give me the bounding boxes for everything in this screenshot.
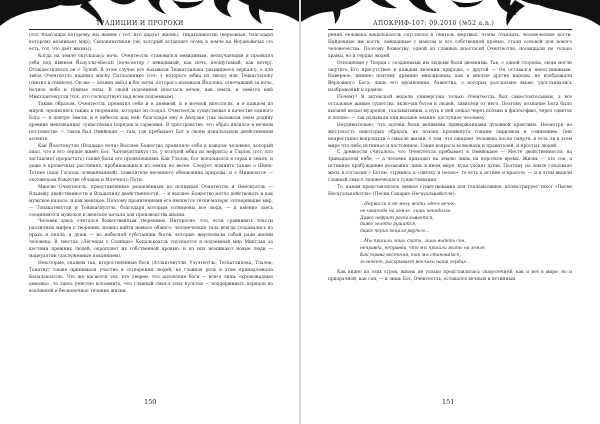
right-body-text [328,33,572,284]
verse-line: даже золото рушится, [360,222,417,228]
right-paragraph: рения человека Кецалькоатль спустился в обитель мёртвых, чтобы отыскать человеческие кости. Найденные им кости, смешанные с маисом и его собственной кровью, стали основой для нового человечества. Поэтому божеству, одной из главных ипостасей Очентеотля, посвящали не только храмы, но и сердца людей. [328,33,572,59]
right-paragraph: Почему? В ацтекской модели универсума только Очентеотль был самостоятельным, а все остальные живые существа, включая богов и людей, зависели от него. Поэтому познание Бога было высшей целью мудрецов, тлаламатиним, а путь к ней лежал через поэзию и философию, через «цветок и песню» — так называли они высшее знание, доступное человеку. [328,95,572,121]
verse-block-1 [360,202,572,237]
left-paragraph: Как Йоалтекутли (Владыка ночи) Высшее Божество проявляло себя в каждом человеке, который знал, что в его сердце живёт Бог. Чалчиуитликуэ (та, у которой юбка из нефрита) и Тлалок (тот, кто заставляет прорастать) также были его проявлениями. Как Тлалок, Бог воплощался в горах и земле, и даже в крошечных растениях, пробивающихся из земли по весне. Следует помнить также о Шипе-Тотеке (наш Господь освежёванный), повелителе весеннего обновления природы, и о Мишкоатле — охотничьем божестве облаков и Млечного Пути. [29,143,273,184]
left-paragraph: (тот, благодаря которому мы живём / тот, кто дарует жизнь); Тицахпанкотиц (верховная, благодаря которому возникает мир); Сыпоннехтикан (он, который вставляет огонь в земле на Иоуановичах (то есть, тот, что даёт жизнь)). [29,33,273,52]
right-paragraph: Неудивительно, что ацтеки были великими приверженцами духовной практики. Несмотря на жестокость некоторых обрядов, их поэзия проникнута тонким лиризмом и сомнением. Они непрестанно вопрошали о смысле жизни, о том, что ожидает человека после смерти, и есть ли в этом мире что-либо истинное и постоянное. Такие вопросы волновали и правителей, и простых людей. [328,122,572,149]
right-paragraph: Как видно из этих строк, жизнь не только представлялась скоротечной, как и всё в мире, но и призрачной, как сон, — и лишь Бог, Очентеотль, оставался вечным и истинным. [328,269,572,282]
right-paragraph: То, каким представлялось земное существование для тлаламатиним, иллюстрирует текст «Песен Несауалькойотля» (Песни Сакарио Несауалькойотля): [328,184,572,197]
left-body-text [29,33,273,295]
right-paragraph: Отношения у Творца с созданными им людьми были двоякими. Так, с одной стороны, люди могли ощутить Его присутствие в каждом явлении природы, с другой — Он оставался непостижимым. Наверное, именно поэтому древние мексиканцы, как и многие другие народы, не изображали Верховного Бога: лишь его проявления, божества, о которых рассказано выше, удостаивались изображений и храмов. [328,60,572,94]
left-page-number: 150 [144,398,157,406]
right-header-rule [328,29,572,30]
verse-line: ...Мы пришли лишь спать, лишь видеть сон, [360,239,466,245]
left-paragraph: Человек здесь считался божественным творением. Интересно, что, если сравнивать тексты различных мифов о творении, можно найти немало общего: человеческие тела всегда создавались из праха и пепла, а души — из небесной субстанции богов, которые жертвовали собой ради жизни человека. В текстах «Легенды о Солнцах» Кецалькоатль спускается в подземный мир Миктлан за костями прежних людей, окропляет их собственной кровью, и из них возникают новые люди — мацеуалтин (заслуженные покаянием). [29,219,273,259]
left-paragraph: Когда на земле опускалась ночь, Очентеотль становился невидимым, нескучающим и проявлял себя под именем Йоаулли-ehecatl (ночь-ветер / невидимый, как ночь, неощутимый, как ветер). Отождествлялся он с Луной. В этом случае его называли Тецкатлипока (дымящееся зеркало), а для звёзд Очентеотль надевал маску Ситлалинике (тот, у которого юбка из звёзд) или Тецкатльпоку (светил в темноте). Он же — хозяин звёзд и бог ночи, которого называли Йоаллиэ, отвечавший за ночь, ночное небо и тёмные силы. В своей подземной ипостаси вечен, как земля, и зовётся ещё Миктлантекутли (тот, кто господствует над всем подземным). [29,53,273,101]
verse-line: Даже нефрит раскалывается, [360,215,434,221]
verse-line: ...Неужели я не могу жить здесь вечно, [360,201,457,207]
left-paragraph: Некоторые, скажем так, второстепенные боги (Атлантекутли, Уэуэтеотль, Тескатлипока, Тлалок, Тонатиу) также принимали участие в сотворении людей, но главная роль в этом принадлежала Кецалькоатлю. Что же касается тех, кто уверен, что ацтекские боги — всего лишь «кровожадные демоны», то здесь уместно вспомнить, что главный смысл этих культов — поддерживать порядок во вселенной и бесконечное течение жизни. [29,260,273,294]
right-running-head: АПОКРИФ-107: 09.2016 (№52 a.n.) [373,20,495,27]
verse-line: не навсегда на земле, лишь ненадолго. [360,208,452,214]
verse-line: даже перья кецаля рвутся... [360,229,429,235]
right-page [301,0,600,424]
verse-line: неправда, неправда, что мы пришли жить на земле. [360,246,487,252]
right-paragraph: С древности считалось, что Очентеотль пребывает в Омейокане — Месте двойственности, на тринадцатом небе, — а человек приходит на землю лишь на короткое время. Жизнь — это сон, а истинное пробуждение возможно лишь в ином мире, куда уходят души. Поэтому на земле следовало жить в согласии с Богом, стремясь к «цветку и песне», то есть к истине и красоте, — и в этом видели главный смысл человеческого существования. [328,150,572,184]
verse-line: Как трава весенняя, так мы становимся, [360,253,461,259]
left-running-head: ТРАДИЦИИ И ПРОРОКИ [96,20,184,27]
right-page-number: 151 [442,398,455,406]
left-page [0,0,299,424]
left-paragraph: Таким образом, Очентеотль проявлял себя и в дневной, и в ночной ипостасях, и в каждом из миров, проявляясь также в творениях, которые он создал. Очентеотль существовал в качестве единого Бога — в центре Земли, и в небесах над ней; благодаря ему в Анауаке (так называли свою родину древние мексиканцы) существовал порядок и гармония. В пространстве, его образ являлся в вечном постоянстве — таков был Омейокан — там, где пребывает Бог в своём изначальном двойственном аспекте. [29,102,273,142]
left-paragraph: Многие Очентеотль, представленные разделённым на полярные Очентеотль и Омесиуатль — Владыку двойственности и Владычицу двойственности, — и высшее Божество могло действовать и как мужское начало, и как женское. Поэтому проявлениями его являются тётки-матери, сотворившие мир, — Тонакатекутли и Тонакасиуатль, благодаря которым сотворены все люди, — и именно здесь соединяются мужское и женское начала для производства жизни. [29,184,273,218]
verse-block-2 [360,239,572,267]
left-header-rule [29,29,273,30]
verse-line: зеленеет, раскрывает венчики наше сердце... [360,260,471,265]
